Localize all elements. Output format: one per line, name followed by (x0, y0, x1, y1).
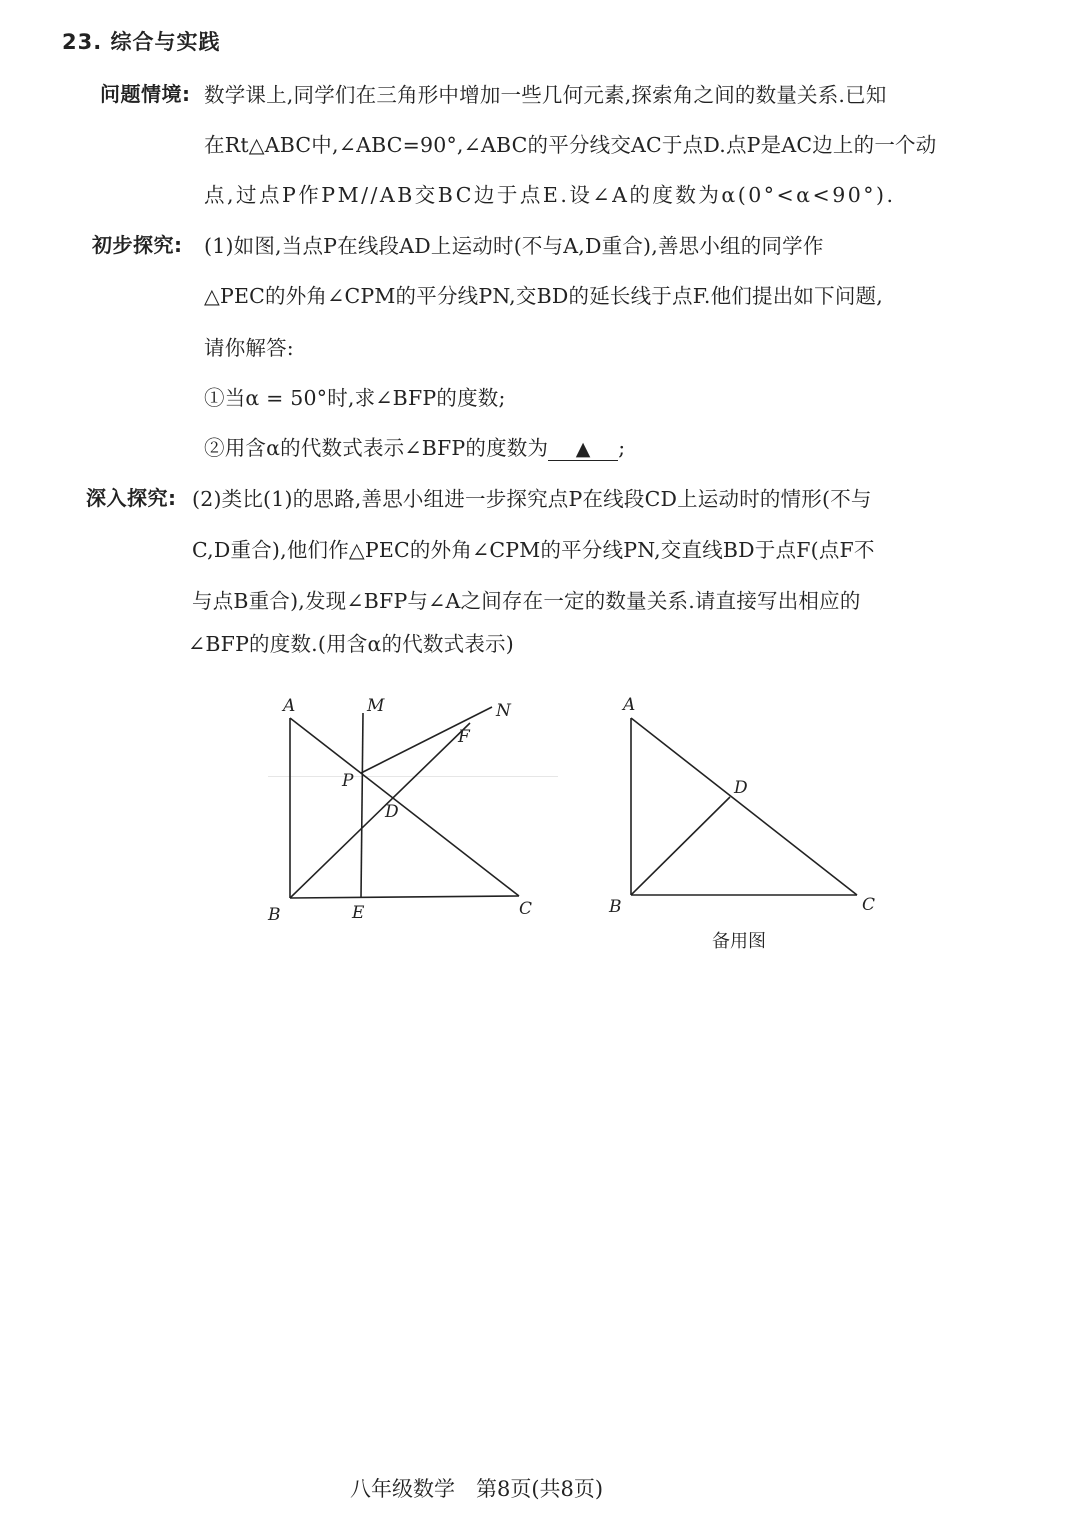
segment-ac-2 (631, 718, 857, 895)
label-d: D (385, 802, 399, 822)
label-m: M (367, 696, 385, 716)
context-label: 问题情境: (100, 82, 191, 106)
explore1-line-2: △PEC的外角∠CPM的平分线PN,交BD的延长线于点F.他们提出如下问题, (204, 284, 883, 308)
explore2-line-2: C,D重合),他们作△PEC的外角∠CPM的平分线PN,交直线BD于点F(点F不 (192, 538, 875, 562)
explore2-line-3: 与点B重合),发现∠BFP与∠A之间存在一定的数量关系.请直接写出相应的 (192, 589, 861, 613)
q2-suffix: ; (618, 436, 626, 460)
explore2-line-4: ∠BFP的度数.(用含α的代数式表示) (188, 632, 514, 656)
figure-2-labels (608, 695, 875, 917)
label-b-2: B (609, 897, 622, 917)
explore2-line-1: (2)类比(1)的思路,善思小组进一步探究点P在线段CD上运动时的情形(不与 (192, 487, 872, 511)
ray-pn (361, 707, 492, 773)
context-line-2: 在Rt△ABC中,∠ABC=90°,∠ABC的平分线交AC于点D.点P是AC边上的一个动 (204, 133, 937, 157)
segment-bc (290, 896, 519, 898)
figure-1 (290, 707, 519, 898)
explore1-line-1: (1)如图,当点P在线段AD上运动时(不与A,D重合),善思小组的同学作 (204, 234, 824, 258)
explore1-label: 初步探究: (92, 233, 183, 257)
label-a-2: A (623, 695, 636, 715)
label-a: A (283, 696, 296, 716)
label-e: E (352, 903, 365, 923)
label-p: P (342, 771, 354, 791)
figure-2 (631, 718, 857, 895)
explore1-line-3: 请你解答: (204, 336, 294, 360)
line-bf (290, 723, 470, 898)
label-d-2: D (734, 778, 748, 798)
figure-2-caption: 备用图 (712, 931, 766, 952)
context-line-1: 数学课上,同学们在三角形中增加一些几何元素,探索角之间的数量关系.已知 (204, 83, 887, 107)
blank-triangle-icon: ▲ (575, 438, 591, 460)
label-c-2: C (862, 895, 876, 915)
segment-bd-2 (631, 797, 730, 895)
question-title: 23. 综合与实践 (62, 30, 221, 54)
context-line-3: 点,过点P作PM//AB交BC边于点E.设∠A的度数为α(0°<α<90°). (204, 183, 896, 207)
label-b: B (268, 905, 281, 925)
page-footer: 八年级数学 第8页(共8页) (350, 1477, 604, 1501)
explore1-q1: ①当α = 50°时,求∠BFP的度数; (204, 386, 506, 410)
line-pm (361, 713, 363, 898)
segment-ac (290, 718, 519, 896)
label-f: F (458, 727, 470, 747)
label-n: N (496, 701, 511, 721)
q2-prefix: ②用含α的代数式表示∠BFP的度数为 (204, 436, 549, 460)
label-c: C (519, 899, 533, 919)
explore2-label: 深入探究: (86, 486, 177, 510)
